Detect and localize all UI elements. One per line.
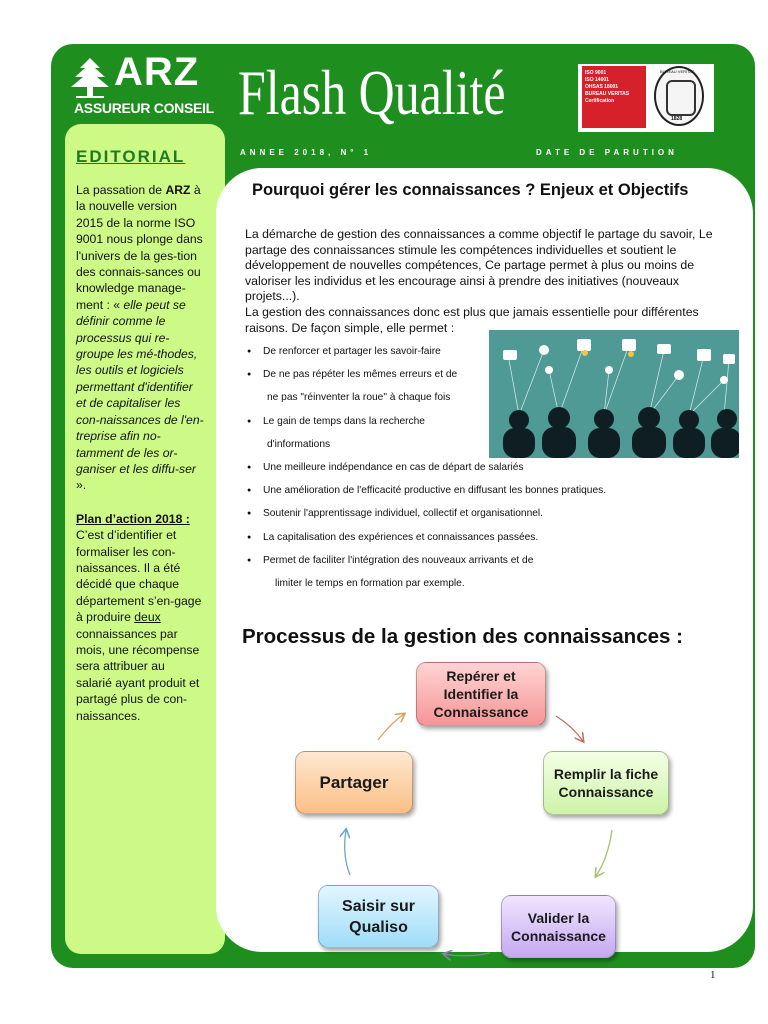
process-step-enter: Saisir sur Qualiso	[318, 885, 439, 948]
page-number: 1	[710, 969, 716, 981]
certification-seal-icon: BUREAU VERITAS 1828	[654, 66, 704, 126]
list-item: ● Soutenir l'apprentissage individuel, collectif et organisationnel.	[247, 502, 606, 525]
issue-info: ANNEE 2018, N° 1	[240, 148, 373, 157]
list-item: limiter le temps en formation par exemple.	[275, 578, 465, 590]
process-step-identify: Repérer et Identifier la Connaissance	[416, 662, 546, 726]
process-heading: Processus de la gestion des connaissances :	[242, 625, 683, 648]
logo-tagline: ASSUREUR CONSEIL	[74, 100, 214, 116]
list-item: ● De renforcer et partager les savoir-faire	[247, 340, 606, 363]
certification-label: ISO 9001 ISO 14001 OHSAS 18001 BUREAU VERITAS Certification	[582, 66, 646, 128]
action-plan: Plan d’action 2018 : C’est d’identifier et formaliser les con-naissances. Il a été décidé que chaque département s’en-gage à produire deux connaissances par mois, une récompense sera attribuer au salarié ayant produit et partagé plus de con-naissances.	[76, 511, 202, 723]
process-step-share: Partager	[295, 751, 413, 814]
list-item: ● Une amélioration de l'efficacité productive en diffusant les bonnes pratiques.	[247, 479, 606, 502]
editorial-heading: EDITORIAL	[76, 147, 186, 166]
list-item: ● Le gain de temps dans la recherche	[247, 410, 606, 433]
list-item: ● Permet de faciliter l'intégration des nouveaux arrivants et de	[247, 549, 606, 572]
publication-date-label: DATE DE PARUTION	[536, 148, 678, 157]
newsletter-title: Flash Qualité	[238, 57, 506, 128]
process-step-fill-form: Remplir la fiche Connaissance	[543, 751, 669, 815]
list-item: ne pas "réinventer la roue" à chaque fois	[267, 392, 451, 404]
article-heading: Pourquoi gérer les connaissances ? Enjeux et Objectifs	[252, 181, 689, 199]
list-item: ● Une meilleure indépendance en cas de départ de salariés	[247, 456, 606, 479]
list-item: ● La capitalisation des expériences et connaissances passées.	[247, 526, 606, 549]
process-step-validate: Valider la Connaissance	[501, 895, 616, 958]
editorial-paragraph: La passation de ARZ à la nouvelle version 2015 de la norme ISO 9001 nous plonge dans l'univers de la ges-tion des connais-sances ou knowledge manage-ment : « elle peut se définir comme le processus qui re-groupe les mé-thodes, les outils et logiciels permettant d'identifier et de capitaliser les con-naissances de l'en-treprise afin no-tamment de les or-ganiser et les diffu-ser ».	[76, 183, 204, 493]
list-item: d'informations	[267, 438, 331, 450]
list-item: ● De ne pas répéter les mêmes erreurs et de	[247, 363, 606, 386]
article-intro: La démarche de gestion des connaissances a comme objectif le partage du savoir, Le partage des connaissances stimule les compétences individuelles et soutient le développement de nouvelles compétences, Ce partage permet à plus ou moins de valoriser les individus et les encourage ainsi à prendre des initiatives (nouveaux projets...). La gestion des connaissances donc est plus que jamais essentielle pour différentes raisons. De façon simple, elle permet :	[245, 227, 713, 335]
logo-name: ARZ	[114, 50, 200, 94]
